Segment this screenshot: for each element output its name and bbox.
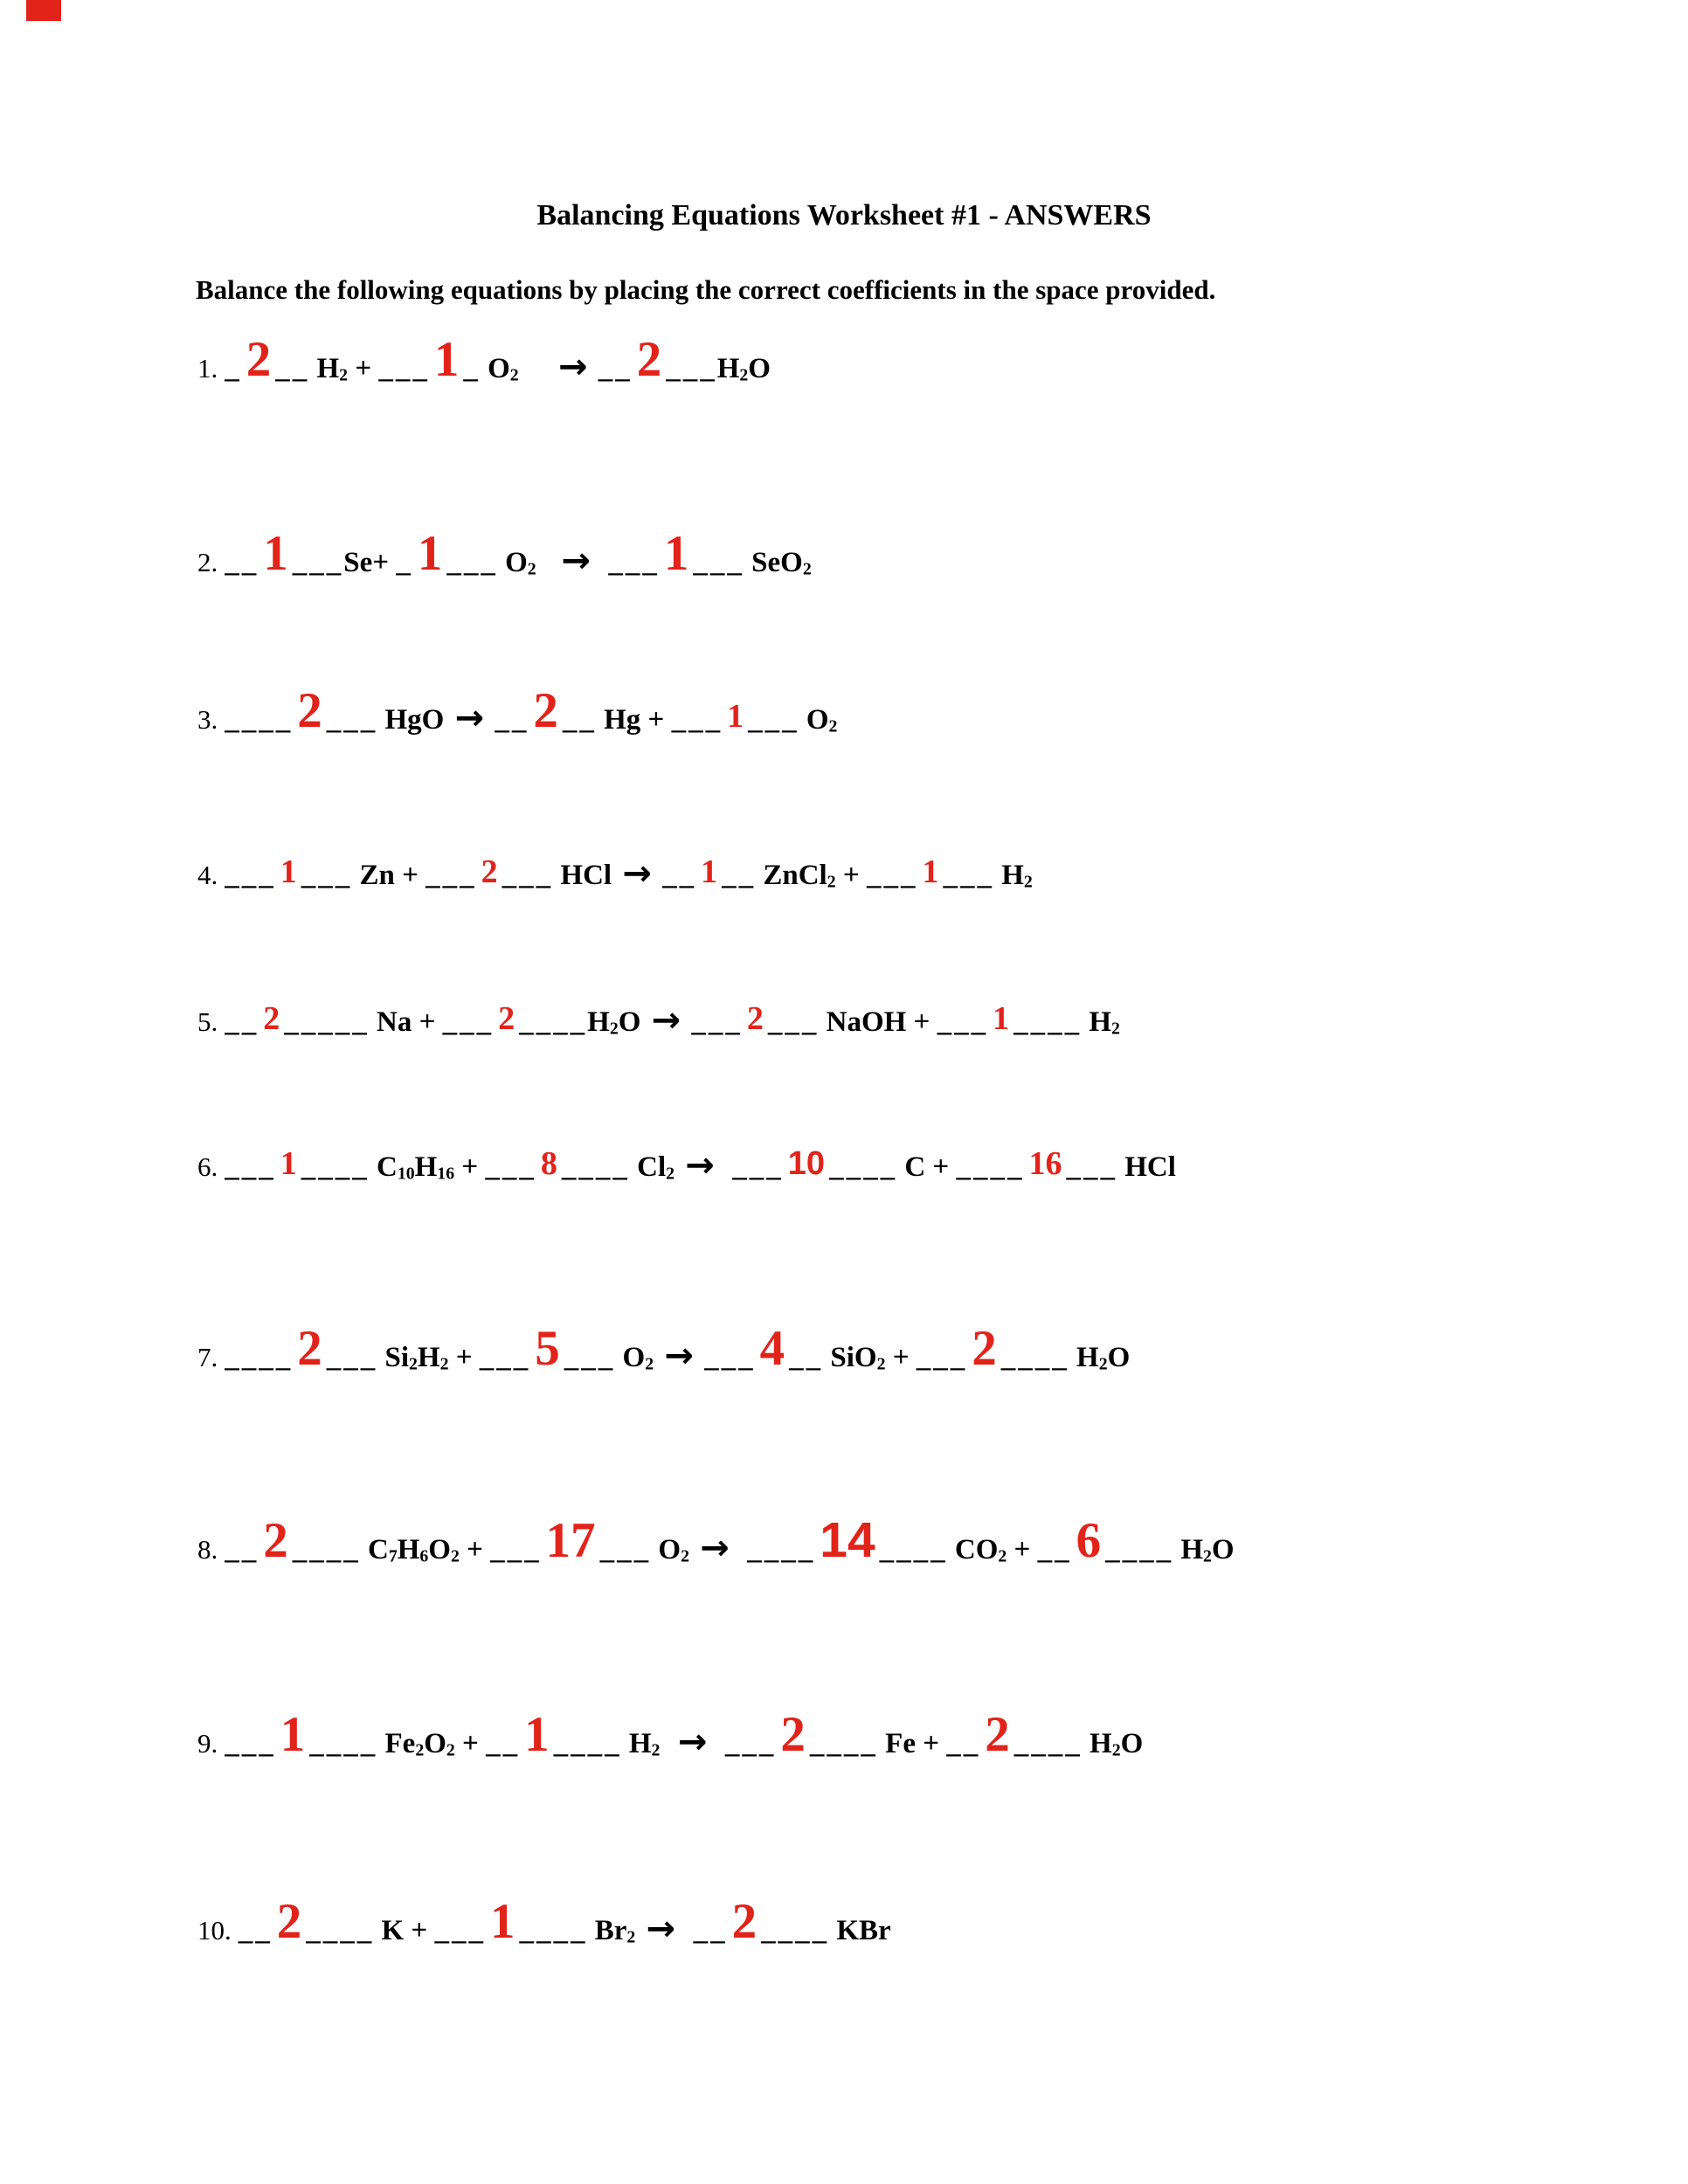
formula-text [710,1728,725,1759]
formula-text [733,1534,748,1565]
answer-coefficient: 2 [731,1894,758,1949]
formula-text: SiO$_2$ + [823,1342,917,1374]
formula-text: Hg + [596,704,672,736]
subscript: 2 [509,365,519,385]
arrow-right-icon: → [685,1145,715,1185]
equation-row [197,332,771,387]
blank-line: ___ [767,1006,820,1038]
equation-number: 5. [197,1006,218,1037]
answer-blank [225,854,353,891]
blank-line: __ [662,860,697,891]
formula-text: $C_7H_6O_2$ + [360,1534,491,1566]
formula-text: KBr [829,1915,891,1946]
formula-text: $H_2O$ [1082,1728,1144,1760]
formula-text: NaOH + [819,1006,937,1038]
answer-blank [225,683,378,738]
blank-line: ___ [866,860,918,891]
equation-number: 3. [197,704,218,735]
page-title: Balancing Equations Worksheet #1 - ANSWERS [536,199,1152,232]
formula-text: $H_2O$ [587,1006,648,1039]
blank-line: __ [562,704,597,736]
answer-blank [486,1707,622,1762]
formula-text: HCl [1117,1151,1176,1183]
answer-coefficient: 1 [524,1707,550,1762]
subscript: 2 [998,1546,1007,1566]
blank-line: ___ [485,1151,536,1183]
formula-text: HgO [377,704,452,736]
formula-text: $O_2$ [615,1342,654,1374]
answer-blank [225,1707,378,1762]
blank-line: ____ [829,1151,898,1183]
equation-row [197,1512,1235,1568]
formula-text: Fe + [877,1728,947,1759]
equation-row [197,683,838,738]
formula-text: Se+ [343,547,397,578]
subscript: 16 [437,1164,455,1184]
answer-blank [425,854,554,891]
formula-text [594,547,609,578]
subscript: 2 [339,365,349,385]
blank-line: ____ [292,1534,361,1565]
equation-number: 4. [197,860,218,890]
blank-line: ____ [519,1915,588,1946]
blank-line: ___ [425,860,477,891]
answer-coefficient: 2 [985,1707,1010,1762]
blank-line: ____ [956,1151,1025,1183]
subscript: 2 [827,872,836,892]
formula-text [655,860,662,891]
blank-line: ___ [671,704,723,736]
blank-line: ____ [1013,1006,1083,1038]
blank-line: ____ [306,1915,375,1946]
answer-coefficient: 2 [746,1000,764,1037]
answer-blank [442,1000,588,1038]
blank-line: ___ [732,1151,784,1183]
answer-coefficient: 5 [535,1321,560,1376]
blank-line: ___ [446,547,498,578]
formula-text: Na + [369,1006,443,1038]
blank-line: ___ [442,1006,495,1038]
formula-text: $Fe_2O_2$ + [377,1728,487,1760]
answer-blank [732,1145,898,1183]
formula-text [718,1151,733,1183]
blank-line: ___ [292,547,344,578]
answer-coefficient: 2 [297,1321,322,1376]
subscript: 2 [409,1354,418,1374]
subscript: 2 [1203,1546,1212,1566]
formula-text: $H_2O$ [716,353,771,385]
answer-coefficient: 1 [280,854,297,890]
subscript: 6 [419,1546,429,1566]
blank-line: ____ [1105,1534,1174,1565]
equation-row [197,526,812,581]
answer-blank [225,332,310,387]
formula-text: $O_2$ [651,1534,689,1566]
answer-blank [747,1512,948,1568]
answer-blank [956,1145,1117,1183]
blank-line: ____ [809,1728,878,1759]
blank-line: ___ [693,547,744,578]
blank-line: ___ [916,1342,968,1373]
formula-text [679,1915,694,1946]
subscript: 2 [626,1927,636,1947]
formula-text: $H_2$ [993,860,1033,892]
blank-line: ___ [608,547,660,578]
answer-coefficient: 1 [993,1000,1010,1037]
blank-line: ____ [519,1006,588,1038]
equation-number: 8. [197,1534,218,1565]
blank-line: __ [225,547,259,578]
blank-line: ____ [1000,1342,1069,1373]
answer-coefficient: 2 [263,1000,280,1037]
formula-text: $C_{10}H_{16}$ + [369,1151,486,1184]
answer-blank [704,1321,824,1376]
answer-blank [434,1894,588,1949]
answer-blank [598,332,717,387]
answer-coefficient: 2 [297,683,322,738]
arrow-right-icon: → [454,698,485,738]
answer-coefficient: 1 [663,526,689,581]
answer-coefficient: 17 [545,1513,596,1568]
blank-line: __ [946,1728,981,1759]
arrow-right-icon: → [561,541,591,581]
formula-text: $Si_2H_2$ + [377,1342,480,1374]
answer-blank [485,1145,630,1183]
subscript: 2 [1111,1019,1120,1039]
blank-line: ___ [748,704,799,736]
answer-coefficient: 10 [787,1145,826,1182]
subscript: 2 [645,1354,654,1374]
blank-line: ___ [564,1342,616,1373]
equation-row [197,1145,1176,1185]
answer-coefficient: 1 [701,854,718,890]
arrow-right-icon: → [651,1000,681,1040]
equation-row [197,1707,1144,1762]
arrow-right-icon: → [622,854,652,894]
answer-coefficient: 8 [540,1145,557,1182]
blank-line: ____ [225,1342,294,1373]
formula-text: $Cl_2$ [629,1151,675,1184]
answer-coefficient: 2 [246,332,272,387]
subscript: 2 [876,1354,886,1374]
blank-line: ___ [479,1342,531,1373]
answer-blank [238,1894,375,1949]
blank-line: ____ [225,704,294,736]
answer-blank [396,526,498,581]
formula-text: $H_2O$ [1069,1342,1131,1374]
blank-line: __ [486,1728,521,1759]
answer-blank [662,854,757,891]
arrow-right-icon: → [700,1528,730,1568]
blank-line: ___ [691,1006,743,1038]
equation-number: 7. [197,1342,218,1372]
blank-line: __ [722,860,757,891]
answer-coefficient: 2 [263,1513,288,1568]
blank-line: ____ [1013,1728,1083,1759]
answer-blank [866,854,994,891]
answer-coefficient: 1 [417,526,443,581]
blank-line: __ [225,1006,259,1038]
answer-coefficient: 2 [276,1894,302,1949]
equation-row [197,854,1033,894]
answer-blank [225,1000,370,1038]
blank-line: ___ [666,353,717,384]
equation-number: 2. [197,547,218,577]
subscript: 10 [397,1164,415,1184]
answer-coefficient: 1 [727,698,744,735]
equation-row [197,1894,891,1949]
formula-text: $O_2$ [497,547,536,579]
blank-line: ____ [553,1728,622,1759]
formula-text: $Br_2$ [587,1915,636,1947]
answer-blank [937,1000,1083,1038]
blank-line: ___ [724,1728,777,1759]
blank-line: ____ [879,1534,948,1565]
formula-text: Zn + [352,860,426,891]
blank-line: __ [1037,1534,1072,1565]
blank-line: ____ [761,1915,830,1946]
answer-coefficient: 1 [489,1894,515,1949]
answer-blank [225,1145,370,1183]
answer-coefficient: 2 [498,1000,515,1037]
subscript: 7 [388,1546,398,1566]
arrow-right-icon: → [557,347,588,387]
arrow-right-icon: → [646,1909,676,1949]
answer-coefficient: 2 [533,683,558,738]
blank-line: ___ [943,860,994,891]
answer-blank [225,526,344,581]
answer-coefficient: 4 [759,1321,785,1376]
subscript: 2 [828,716,838,736]
formula-text: $H_2$ [1082,1006,1120,1039]
blank-line: __ [693,1915,728,1946]
answer-coefficient: 2 [780,1707,806,1762]
blank-line: _ [463,353,481,384]
blank-line: ____ [561,1151,630,1183]
formula-text: $O_2$ [799,704,838,736]
formula-text: K + [374,1915,435,1946]
arrow-right-icon: → [664,1336,694,1376]
blank-line: __ [598,353,633,384]
subscript: 2 [415,1740,425,1760]
answer-blank [1037,1513,1174,1568]
blank-line: ___ [225,1728,276,1759]
blank-line: ___ [490,1534,542,1565]
answer-blank [608,526,744,581]
answer-blank [691,1000,820,1038]
blank-line: __ [225,1534,259,1565]
subscript: 2 [450,1546,460,1566]
formula-text [591,353,598,384]
subscript: 2 [739,365,749,385]
equation-row [197,1000,1120,1040]
answer-blank [479,1321,616,1376]
blank-line: ___ [378,353,430,384]
answer-blank [495,683,597,738]
blank-line: ___ [599,1534,652,1565]
answer-coefficient: 16 [1028,1145,1062,1182]
equation-number: 1. [197,353,218,384]
answer-coefficient: 1 [280,1707,306,1762]
blank-line: ___ [502,860,554,891]
subscript: 2 [802,559,812,579]
formula-text [697,1342,704,1373]
formula-text: HCl [553,860,619,891]
formula-text: $CO_2$ + [947,1534,1038,1566]
subscript: 2 [527,559,536,579]
answer-blank [916,1321,1069,1376]
arrow-right-icon: → [677,1722,708,1762]
formula-text: $H_2$ + [309,353,379,385]
subscript: 2 [1111,1740,1121,1760]
blank-line: __ [495,704,529,736]
subscript: 2 [609,1019,619,1039]
blank-line: __ [238,1915,273,1946]
blank-line: ___ [326,704,378,736]
answer-blank [378,332,481,387]
blank-line: ___ [1066,1151,1117,1183]
answer-coefficient: 1 [280,1145,297,1182]
blank-line: ___ [301,860,353,891]
blank-line: ___ [434,1915,486,1946]
answer-coefficient: 2 [972,1321,997,1376]
answer-coefficient: 1 [433,332,460,387]
blank-line: _ [225,353,242,384]
blank-line: ____ [301,1151,370,1183]
subscript: 2 [1098,1354,1108,1374]
answer-coefficient: 1 [263,526,288,581]
answer-blank [671,698,799,736]
blank-line: ___ [937,1006,989,1038]
answer-coefficient: 1 [922,854,939,890]
blank-line: ___ [225,860,276,891]
answer-blank [693,1894,830,1949]
blank-line: __ [789,1342,824,1373]
answer-blank [946,1707,1083,1762]
equation-row [197,1321,1131,1376]
formula-text: C + [897,1151,957,1183]
blank-line: ___ [704,1342,756,1373]
subscript: 2 [651,1740,661,1760]
blank-line: _ [396,547,413,578]
formula-text: $O_2$ [480,353,519,385]
blank-line: _____ [284,1006,370,1038]
blank-line: ___ [225,1151,276,1183]
answer-blank [225,1513,361,1568]
subscript: 2 [666,1164,675,1184]
blank-line: ___ [326,1342,378,1373]
answer-coefficient: 14 [820,1512,875,1568]
answer-blank [724,1707,878,1762]
instruction-text: Balance the following equations by placing the correct coefficients in the space provided. [196,274,1216,305]
answer-blank [490,1513,652,1568]
subscript: 2 [681,1546,689,1566]
equation-number: 9. [197,1728,218,1759]
formula-text: SeO$_2$ [744,547,812,579]
subscript: 2 [439,1354,449,1374]
subscript: 2 [1023,872,1033,892]
answer-coefficient: 2 [481,854,498,890]
subscript: 2 [446,1740,455,1760]
answer-coefficient: 2 [636,332,662,387]
blank-line: __ [275,353,310,384]
formula-text: ZnCl$_2$ + [756,860,867,892]
answer-blank [225,1321,378,1376]
formula-text: $H_2$ [621,1728,661,1760]
answer-coefficient: 6 [1076,1513,1102,1568]
blank-line: ____ [309,1728,378,1759]
blank-line: ____ [747,1534,816,1565]
equation-number: 10. [197,1915,232,1946]
equation-number: 6. [197,1151,218,1182]
formula-text: $H_2O$ [1173,1534,1235,1566]
